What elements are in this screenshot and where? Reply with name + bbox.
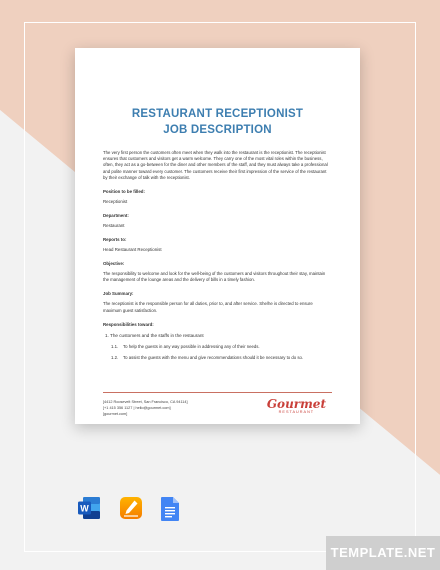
- sub-item-number: 1.1.: [111, 343, 119, 349]
- watermark: TEMPLATE.NET: [326, 536, 440, 570]
- sub-item-text: To help the guests in any way possible in addressing any of their needs.: [123, 343, 260, 349]
- sub-list-item: [103, 344, 332, 350]
- svg-text:W: W: [80, 503, 89, 514]
- department-value: Restaurant: [103, 223, 125, 229]
- brand-logo: [267, 398, 326, 417]
- document-footer: [103, 392, 332, 417]
- department-label: Department:: [103, 213, 129, 219]
- brand-name: Gourmet: [266, 397, 326, 411]
- document-page: [75, 48, 360, 424]
- website-line: [gourmet.com]: [103, 412, 128, 416]
- objective-text: The responsibility to welcome and look for the well-being of the customers and visitors throughout their stay, maintain the management of the lounge areas and the delivery of bills in a timely fashion.: [103, 271, 326, 283]
- document-title: [103, 106, 332, 138]
- title-line-2: JOB DESCRIPTION: [163, 124, 272, 136]
- sub-list-item: [103, 355, 332, 361]
- address-line: [4412 Roosevelt Street, San Francisco, CA 94114]: [103, 400, 188, 404]
- contact-info: [103, 399, 188, 417]
- position-value: Receptionist: [103, 199, 128, 205]
- title-line-1: RESTAURANT RECEPTIONIST: [131, 108, 304, 120]
- objective-label: Objective:: [103, 261, 125, 267]
- sub-item-text: To assist the guests with the menu and give recommendations should it be necessary to do so.: [123, 355, 304, 361]
- summary-text: The receptionist is the responsible person for all duties, prior to, and after service. She/he is directed to ensure maximum guest satisfaction.: [103, 301, 313, 313]
- responsibility-item: 1. The customers and the staffs in the restaurant: [105, 332, 204, 338]
- responsibilities-label: Responsibilities toward:: [103, 321, 154, 327]
- pages-icon[interactable]: [119, 496, 143, 520]
- reports-value: Head Restaurant Receptionist: [103, 247, 162, 253]
- summary-label: Job Summary:: [103, 291, 134, 297]
- position-label: Position to be filled:: [103, 189, 145, 195]
- word-icon[interactable]: [77, 496, 101, 520]
- reports-label: Reports to:: [103, 237, 127, 243]
- intro-paragraph: The very first person the customers often meet when they walk into the restaurant is the receptionist. The receptionist ensures that customers and visitors get a warm welcome. They carry one of the most vital roles within the business, often, they act as a go-between for the diner and other members of the staff, and they must always take a professional and polite manner toward every customer. The customers receive their first impression of the service of the restaurant by their exchange of talk with the receptionist.: [103, 150, 328, 180]
- sub-item-number: 1.2.: [111, 355, 119, 361]
- brand-subtitle: RESTAURANT: [278, 410, 315, 414]
- phone-line: [+1 415 356 1127 | hello@gourmet.com]: [103, 406, 171, 410]
- google-docs-icon[interactable]: [160, 496, 180, 522]
